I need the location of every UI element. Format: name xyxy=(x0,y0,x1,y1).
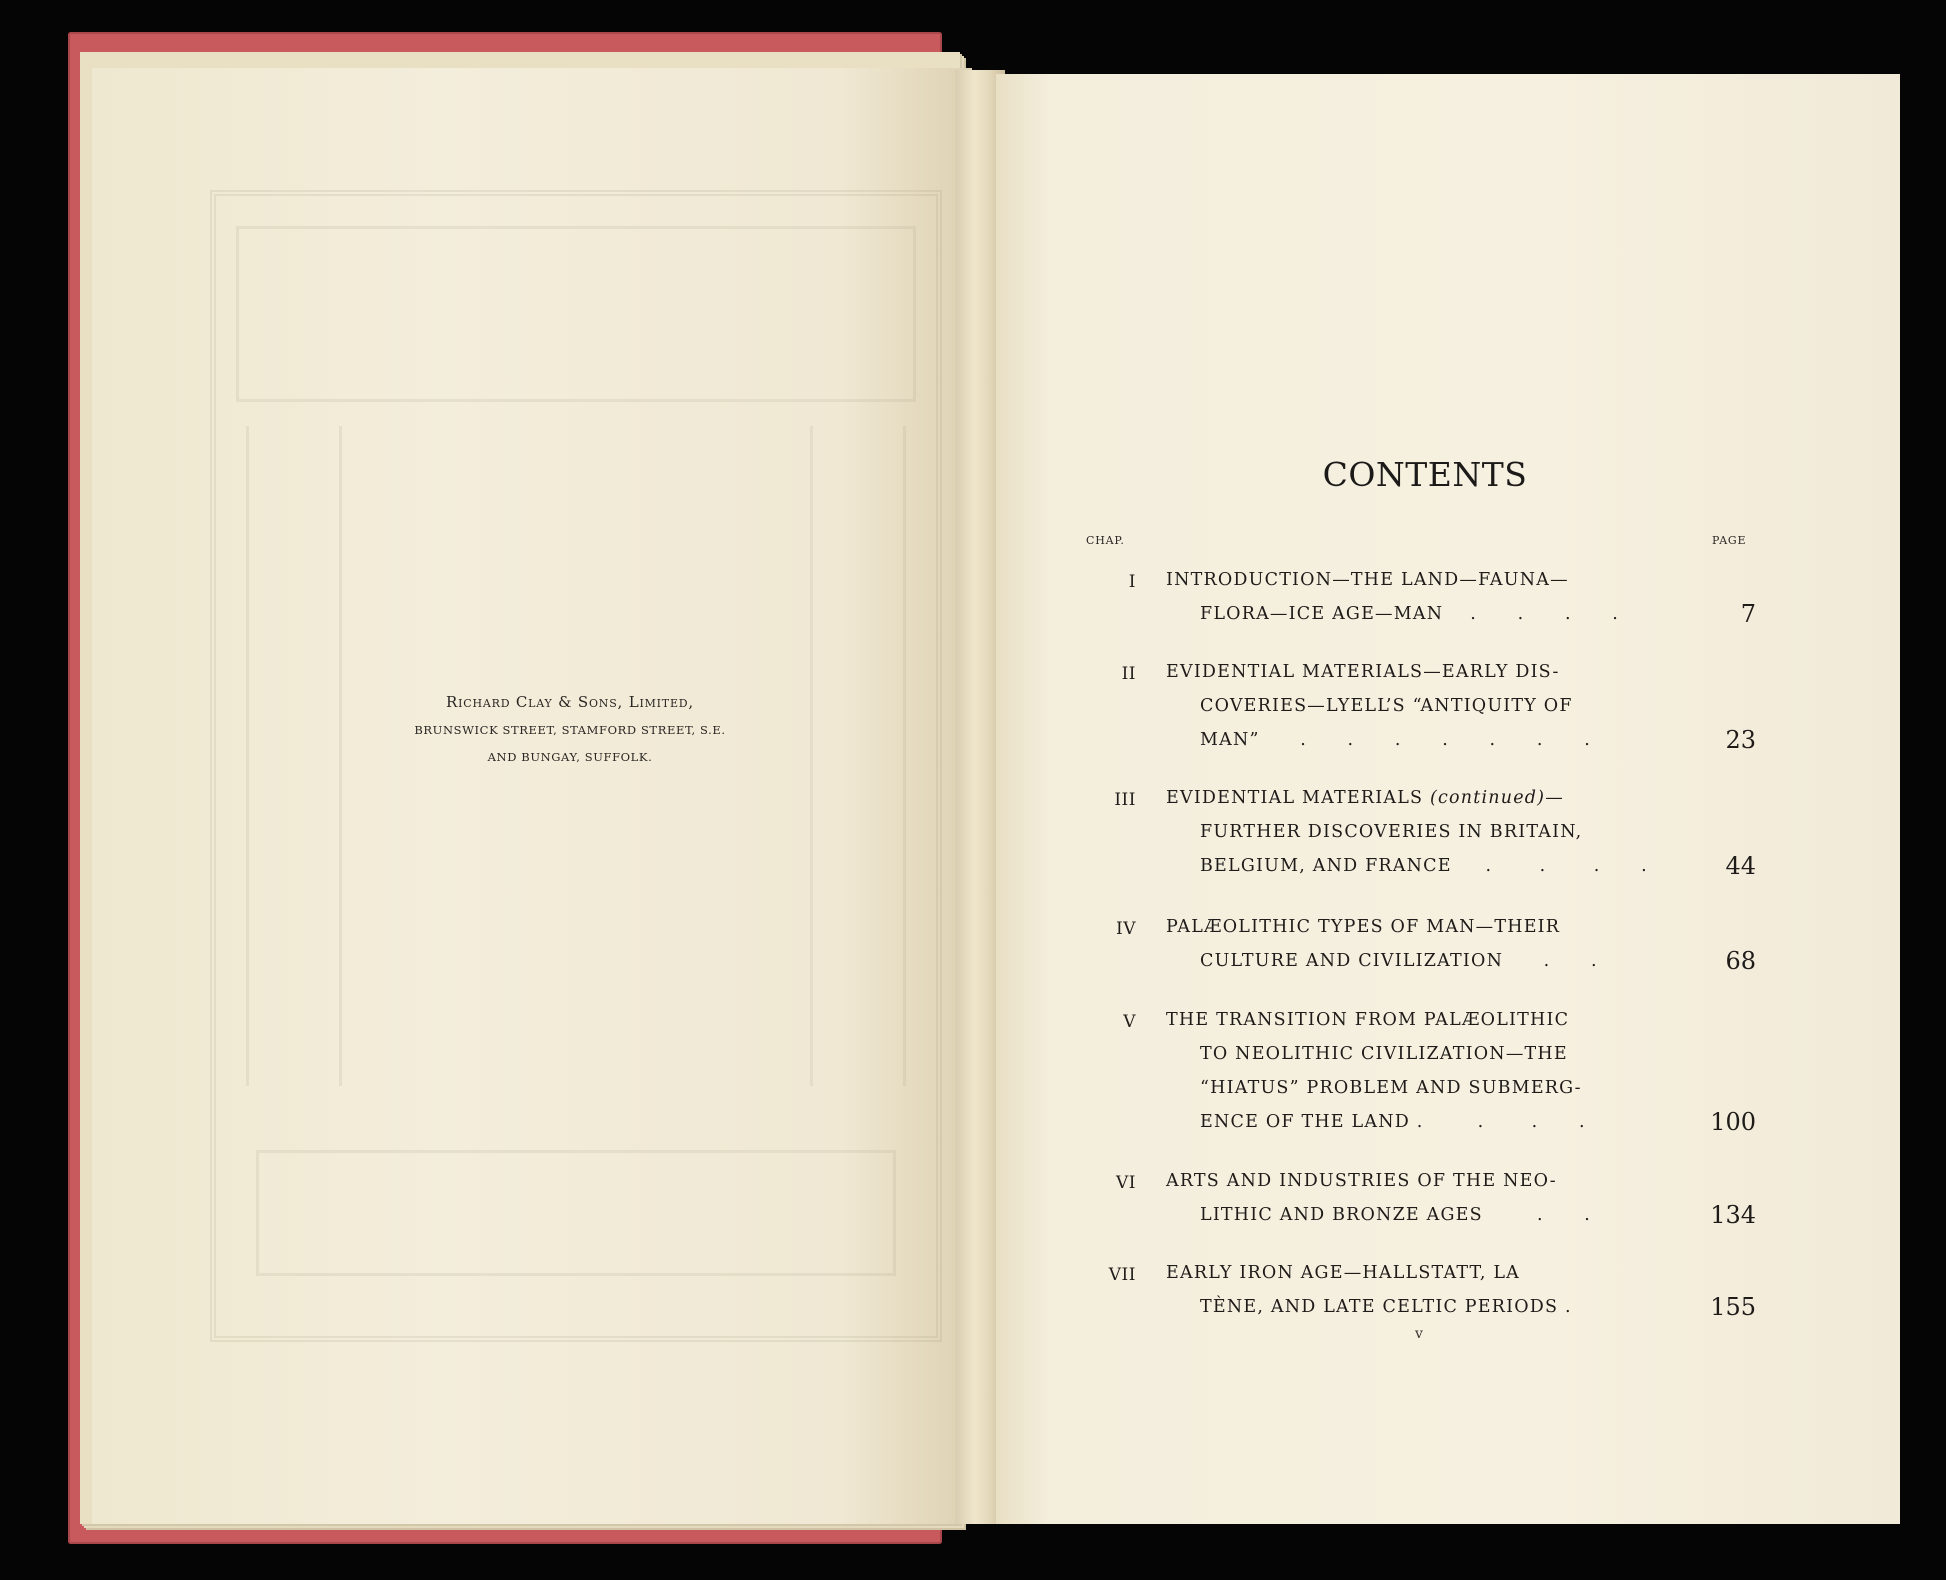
entry-line: FLORA—ICE AGE—MAN . . . . xyxy=(1200,604,1620,624)
chapter-number: VI xyxy=(1116,1173,1136,1193)
entry-line: TO NEOLITHIC CIVILIZATION—THE xyxy=(1200,1044,1568,1064)
page-number: 23 xyxy=(1725,726,1756,754)
page-folio: v xyxy=(1415,1326,1423,1342)
printer-imprint xyxy=(360,693,780,777)
entry-line: INTRODUCTION—THE LAND—FAUNA— xyxy=(1166,570,1569,590)
page-number: 100 xyxy=(1710,1108,1756,1136)
entry-line: ARTS AND INDUSTRIES OF THE NEO- xyxy=(1166,1171,1557,1191)
chapter-number: V xyxy=(1123,1012,1136,1032)
entry-line: EARLY IRON AGE—HALLSTATT, LA xyxy=(1166,1263,1521,1283)
page-number: 134 xyxy=(1710,1201,1756,1229)
entry-line: MAN” . . . . . . . xyxy=(1200,730,1591,750)
chapter-number: VII xyxy=(1108,1265,1136,1285)
chap-column-label: CHAP. xyxy=(1086,534,1125,547)
page-number: 68 xyxy=(1725,947,1756,975)
entry-line: LITHIC AND BRONZE AGES . . xyxy=(1200,1205,1592,1225)
chapter-number: IV xyxy=(1116,919,1136,939)
entry-line: THE TRANSITION FROM PALÆOLITHIC xyxy=(1166,1010,1570,1030)
entry-line: BELGIUM, AND FRANCE . . . . xyxy=(1200,856,1648,876)
chapter-number: III xyxy=(1114,790,1136,810)
entry-line: EVIDENTIAL MATERIALS (continued)— xyxy=(1166,788,1564,808)
page-number: 44 xyxy=(1725,852,1756,880)
imprint-line-3: AND BUNGAY, SUFFOLK. xyxy=(487,750,653,764)
contents-heading: CONTENTS xyxy=(1322,455,1528,494)
entry-line: EVIDENTIAL MATERIALS—EARLY DIS- xyxy=(1166,662,1560,682)
page-number: 7 xyxy=(1740,600,1756,628)
chapter-number: II xyxy=(1121,664,1136,684)
entry-line: CULTURE AND CIVILIZATION . . xyxy=(1200,951,1598,971)
page-number: 155 xyxy=(1710,1293,1756,1321)
entry-line: ENCE OF THE LAND . . . . xyxy=(1200,1112,1586,1132)
chapter-number: I xyxy=(1128,572,1136,592)
imprint-line-2: BRUNSWICK STREET, STAMFORD STREET, S.E. xyxy=(414,723,726,737)
entry-line: “HIATUS” PROBLEM AND SUBMERG- xyxy=(1200,1078,1582,1098)
entry-line: FURTHER DISCOVERIES IN BRITAIN, xyxy=(1200,822,1583,842)
imprint-line-1: Richard Clay & Sons, Limited, xyxy=(446,693,694,711)
entry-line: COVERIES—LYELL’S “ANTIQUITY OF xyxy=(1200,696,1573,716)
entry-line: TÈNE, AND LATE CELTIC PERIODS . xyxy=(1200,1297,1572,1317)
page-column-label: PAGE xyxy=(1712,534,1747,547)
entry-line: PALÆOLITHIC TYPES OF MAN—THEIR xyxy=(1166,917,1561,937)
